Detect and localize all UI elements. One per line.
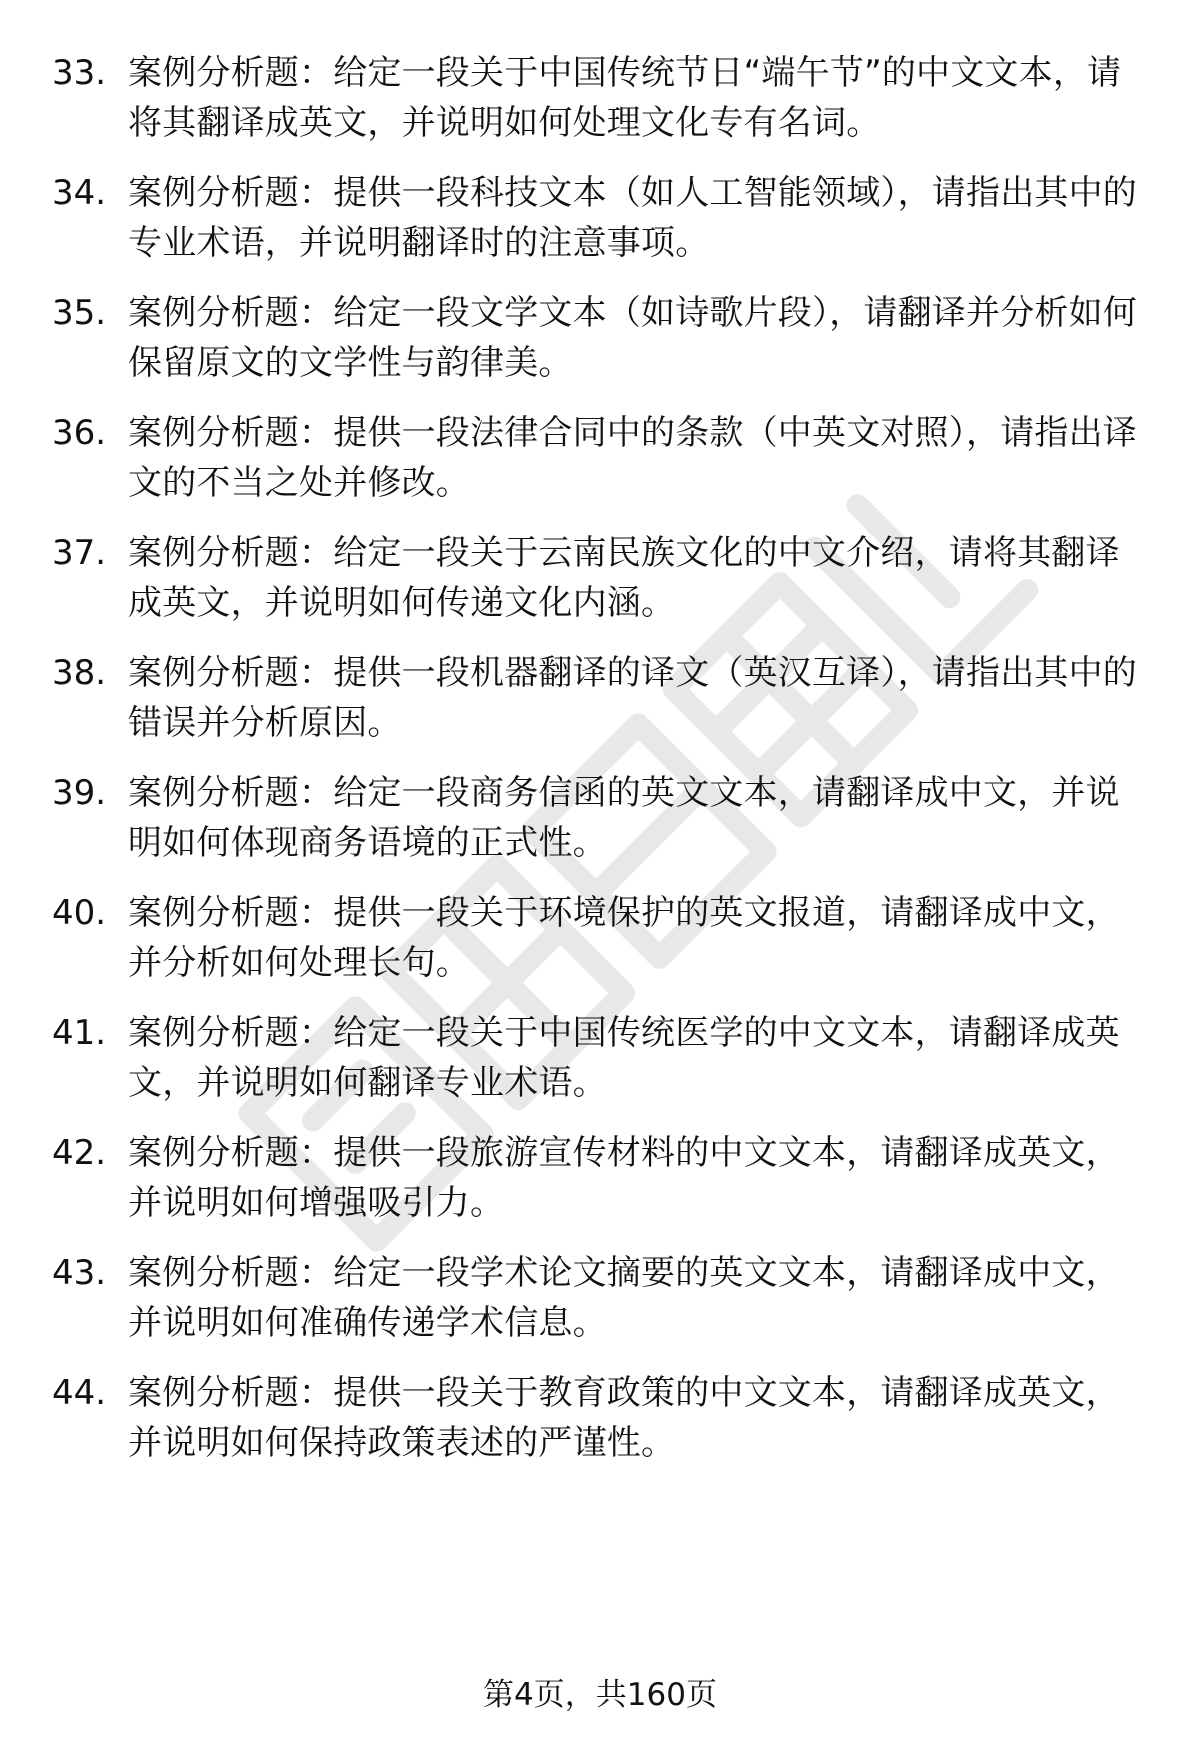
question-text: 案例分析题：给定一段关于中国传统节日“端午节”的中文文本，请将其翻译成英文，并说明如何处理文化专有名词。 <box>128 53 1122 143</box>
question-text: 案例分析题：提供一段机器翻译的译文（英汉互译），请指出其中的错误并分析原因。 <box>128 653 1137 743</box>
question-item <box>0 1248 1200 1348</box>
question-number: 35. <box>52 293 107 333</box>
question-item <box>0 888 1200 988</box>
question-number: 40. <box>52 893 107 933</box>
question-number: 44. <box>52 1373 107 1413</box>
question-text: 案例分析题：提供一段法律合同中的条款（中英文对照），请指出译文的不当之处并修改。 <box>128 413 1137 503</box>
question-text: 案例分析题：提供一段科技文本（如人工智能领域），请指出其中的专业术语，并说明翻译时的注意事项。 <box>128 173 1137 263</box>
question-item <box>0 288 1200 388</box>
question-number: 37. <box>52 533 107 573</box>
question-number: 43. <box>52 1253 107 1293</box>
question-item <box>0 408 1200 508</box>
question-text: 案例分析题：提供一段关于教育政策的中文文本，请翻译成英文，并说明如何保持政策表述的严谨性。 <box>128 1373 1120 1463</box>
question-number: 33. <box>52 53 107 93</box>
question-item <box>0 768 1200 868</box>
question-text: 案例分析题：给定一段关于中国传统医学的中文文本，请翻译成英文，并说明如何翻译专业术语。 <box>128 1013 1120 1103</box>
question-number: 39. <box>52 773 107 813</box>
question-text: 案例分析题：给定一段关于云南民族文化的中文介绍，请将其翻译成英文，并说明如何传递文化内涵。 <box>128 533 1120 623</box>
question-text: 案例分析题：提供一段旅游宣传材料的中文文本，请翻译成英文，并说明如何增强吸引力。 <box>128 1133 1120 1223</box>
question-item <box>0 528 1200 628</box>
question-item <box>0 648 1200 748</box>
question-text: 案例分析题：给定一段学术论文摘要的英文文本，请翻译成中文，并说明如何准确传递学术信息。 <box>128 1253 1120 1343</box>
question-number: 38. <box>52 653 107 693</box>
question-number: 36. <box>52 413 107 453</box>
question-item <box>0 168 1200 268</box>
question-item <box>0 1368 1200 1468</box>
question-item <box>0 48 1200 148</box>
question-text: 案例分析题：给定一段商务信函的英文文本，请翻译成中文，并说明如何体现商务语境的正式性。 <box>128 773 1120 863</box>
question-text: 案例分析题：给定一段文学文本（如诗歌片段），请翻译并分析如何保留原文的文学性与韵律美。 <box>128 293 1137 383</box>
question-item <box>0 1128 1200 1228</box>
question-number: 34. <box>52 173 107 213</box>
page-footer <box>0 1675 1200 1715</box>
question-text: 案例分析题：提供一段关于环境保护的英文报道，请翻译成中文，并分析如何处理长句。 <box>128 893 1120 983</box>
question-number: 41. <box>52 1013 107 1053</box>
page-number: 第4页，共160页 <box>483 1677 717 1713</box>
question-item <box>0 1008 1200 1108</box>
question-number: 42. <box>52 1133 107 1173</box>
